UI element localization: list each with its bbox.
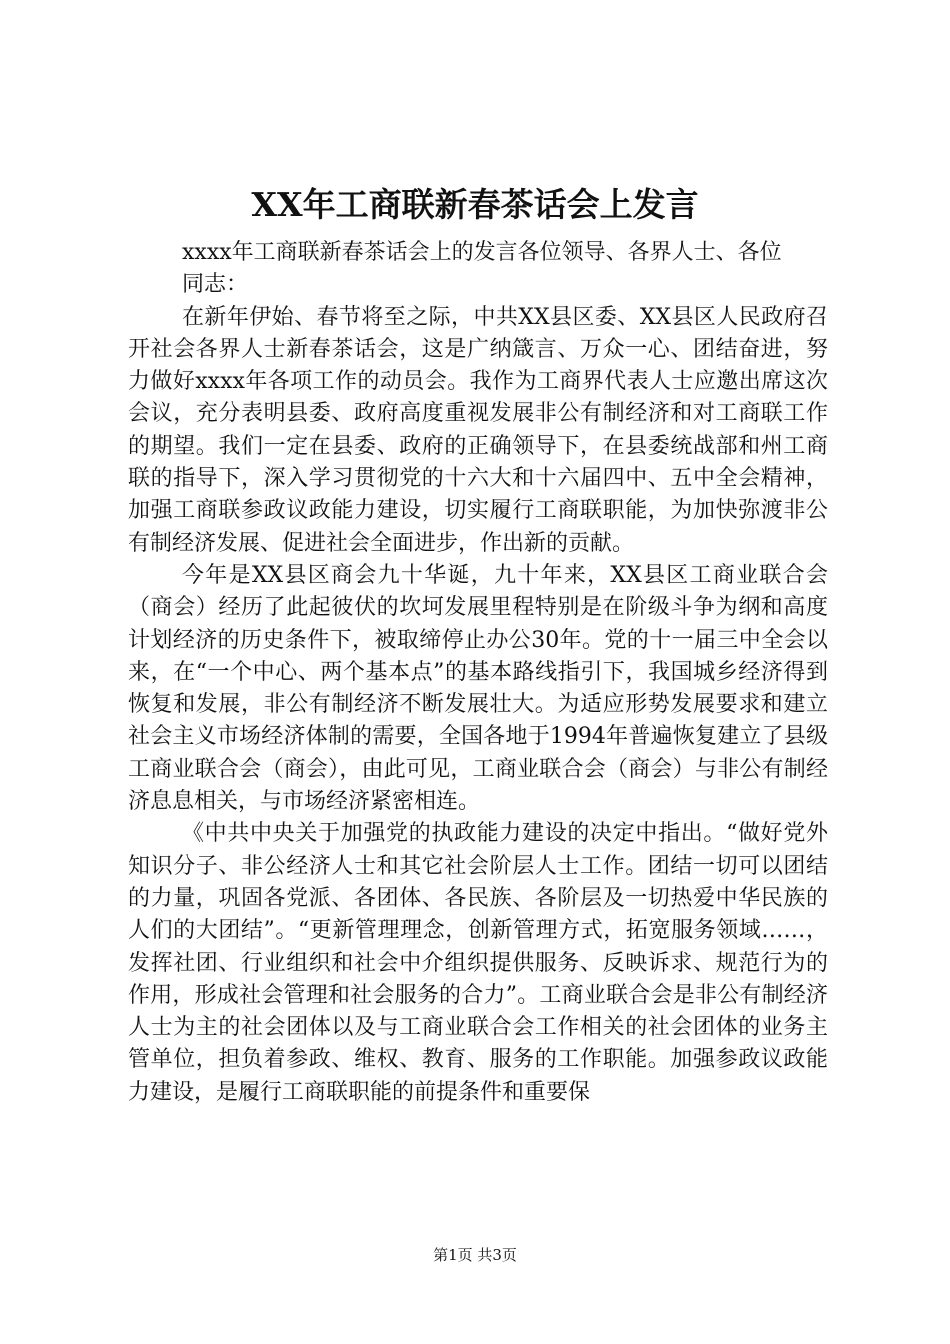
page-number-footer: 第1页 共3页 — [433, 1246, 517, 1264]
paragraph-3: 《中共中央关于加强党的执政能力建设的决定中指出。“做好党外知识分子、非公经济人士和其它社会阶层人士工作。团结一切可以团结的力量，巩固各党派、各团体、各民族、各阶层及一切热爱中华民族的人们的大团结”。“更新管理理念，创新管理方式，拓宽服务领域……，发挥社团、行业组织和社会中介组织提供服务、反映诉求、规范行为的作用，形成社会管理和社会服务的合力”。工商业联合会是非公有制经济人士为主的社会团体以及与工商业联合会工作相关的社会团体的业务主管单位，担负着参政、维权、教育、服务的工作职能。加强参政议政能力建设，是履行工商联职能的前提条件和重要保 — [128, 821, 828, 1105]
paragraph-opening: xxxx年工商联新春茶话会上的发言各位领导、各界人士、各位 — [182, 240, 782, 265]
paragraph-1: 在新年伊始、春节将至之际，中共XX县区委、XX县区人民政府召开社会各界人士新春茶话会，这是广纳箴言、万众一心、团结奋进，努力做好xxxx年各项工作的动员会。我作为工商界代表人士应邀出席这次会议，充分表明县委、政府高度重视发展非公有制经济和对工商联工作的期望。我们一定在县委、政府的正确领导下，在县委统战部和州工商联的指导下，深入学习贯彻党的十六大和十六届四中、五中全会精神，加强工商联参政议政能力建设，切实履行工商联职能，为加快弥渡非公有制经济发展、促进社会全面进步，作出新的贡献。 — [128, 304, 828, 556]
document-body — [128, 237, 828, 1109]
document-title: XX年工商联新春茶话会上发言 — [251, 185, 699, 224]
paragraph-salutation: 同志： — [182, 272, 249, 298]
paragraph-2: 今年是XX县区商会九十华诞，九十年来，XX县区工商业联合会（商会）经历了此起彼伏的坎坷发展里程特别是在阶级斗争为纲和高度计划经济的历史条件下，被取缔停止办公30年。党的十一届三中全会以来，在“一个中心、两个基本点”的基本路线指引下，我国城乡经济得到恢复和发展，非公有制经济不断发展壮大。为适应形势发展要求和建立社会主义市场经济体制的需要，全国各地于1994年普遍恢复建立了县级工商业联合会（商会），由此可见，工商业联合会（商会）与非公有制经济息息相关，与市场经济紧密相连。 — [128, 562, 828, 815]
